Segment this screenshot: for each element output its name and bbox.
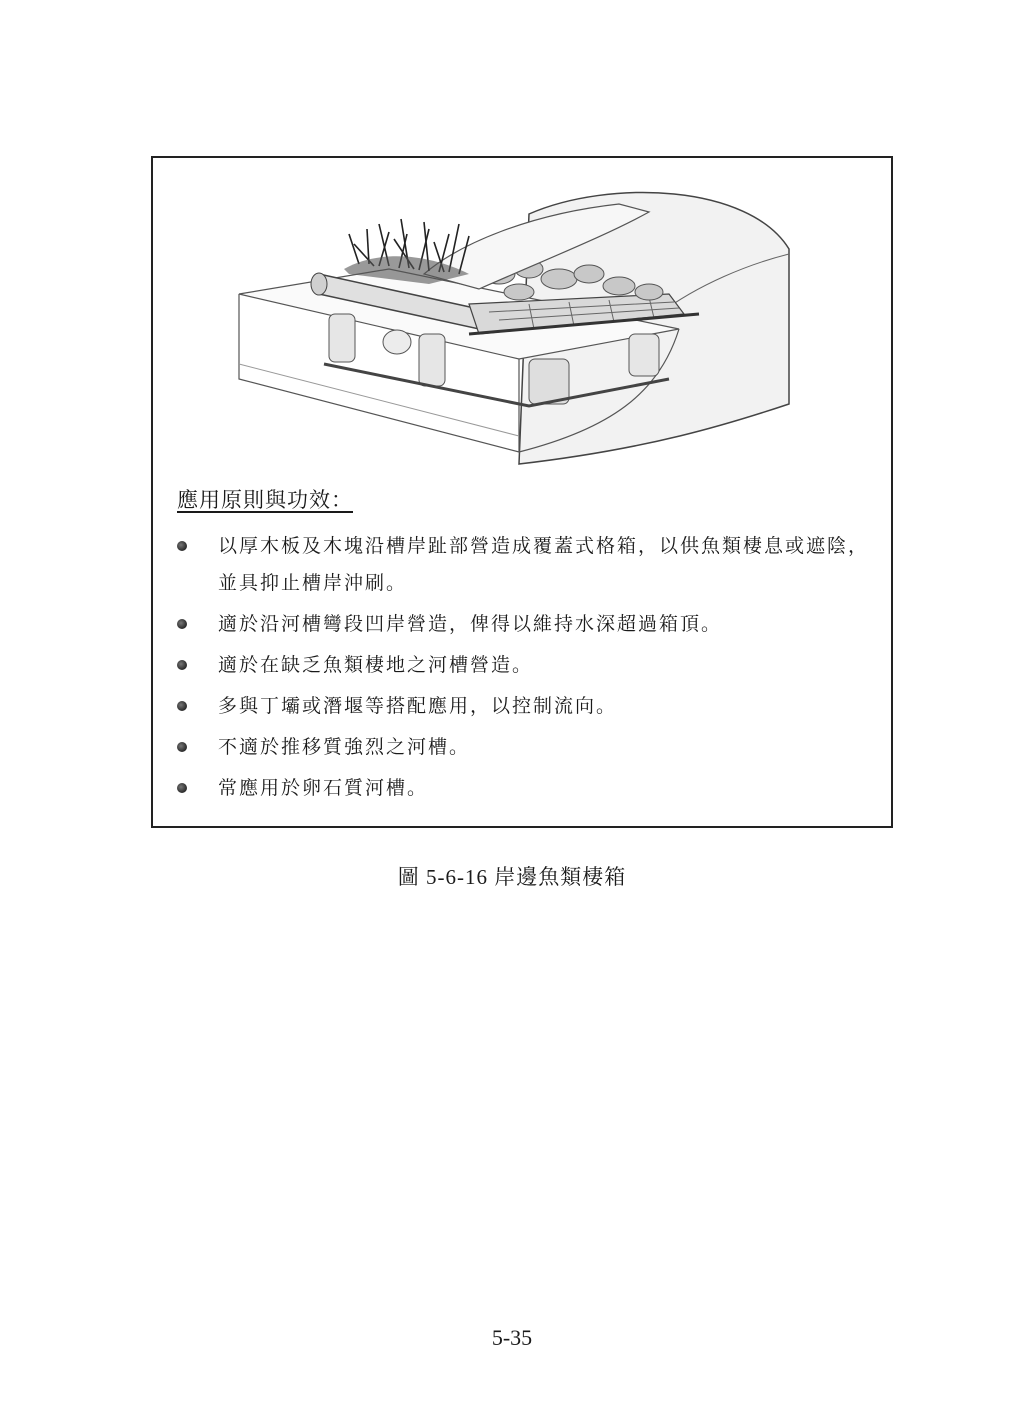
list-item-text: 常應用於卵石質河槽。 [218,777,429,799]
bullet-dot-icon [177,660,187,670]
figure-box [151,156,893,828]
list-item [177,688,877,725]
bullet-dot-icon [177,742,187,752]
list-item-text: 以厚木板及木塊沿槽岸趾部營造成覆蓋式格箱，以供魚類棲息或遮陰，並具抑止槽岸沖刷。 [218,535,870,594]
list-item-text: 適於沿河槽彎段凹岸營造，俾得以維持水深超過箱頂。 [218,613,723,635]
bullet-dot-icon [177,619,187,629]
principles-title: 應用原則與功效： [177,488,353,512]
bullet-dot-icon [177,541,187,551]
figure-caption: 圖 5-6-16 岸邊魚類棲箱 [397,865,627,889]
list-item [177,606,877,643]
bullet-dot-icon [177,701,187,711]
principles-list [177,528,877,807]
list-item-text: 適於在缺乏魚類棲地之河槽營造。 [218,654,534,676]
list-item [177,729,877,766]
bullet-dot-icon [177,783,187,793]
page-number: 5-35 [491,1325,533,1350]
list-item-text: 不適於推移質強烈之河槽。 [218,736,471,758]
list-item [177,647,877,684]
bank-fish-shelter-illustration [229,174,809,474]
list-item-text: 多與丁壩或潛堰等搭配應用，以控制流向。 [218,695,618,717]
list-item [177,770,877,807]
list-item [177,528,877,602]
application-principles [177,484,877,811]
